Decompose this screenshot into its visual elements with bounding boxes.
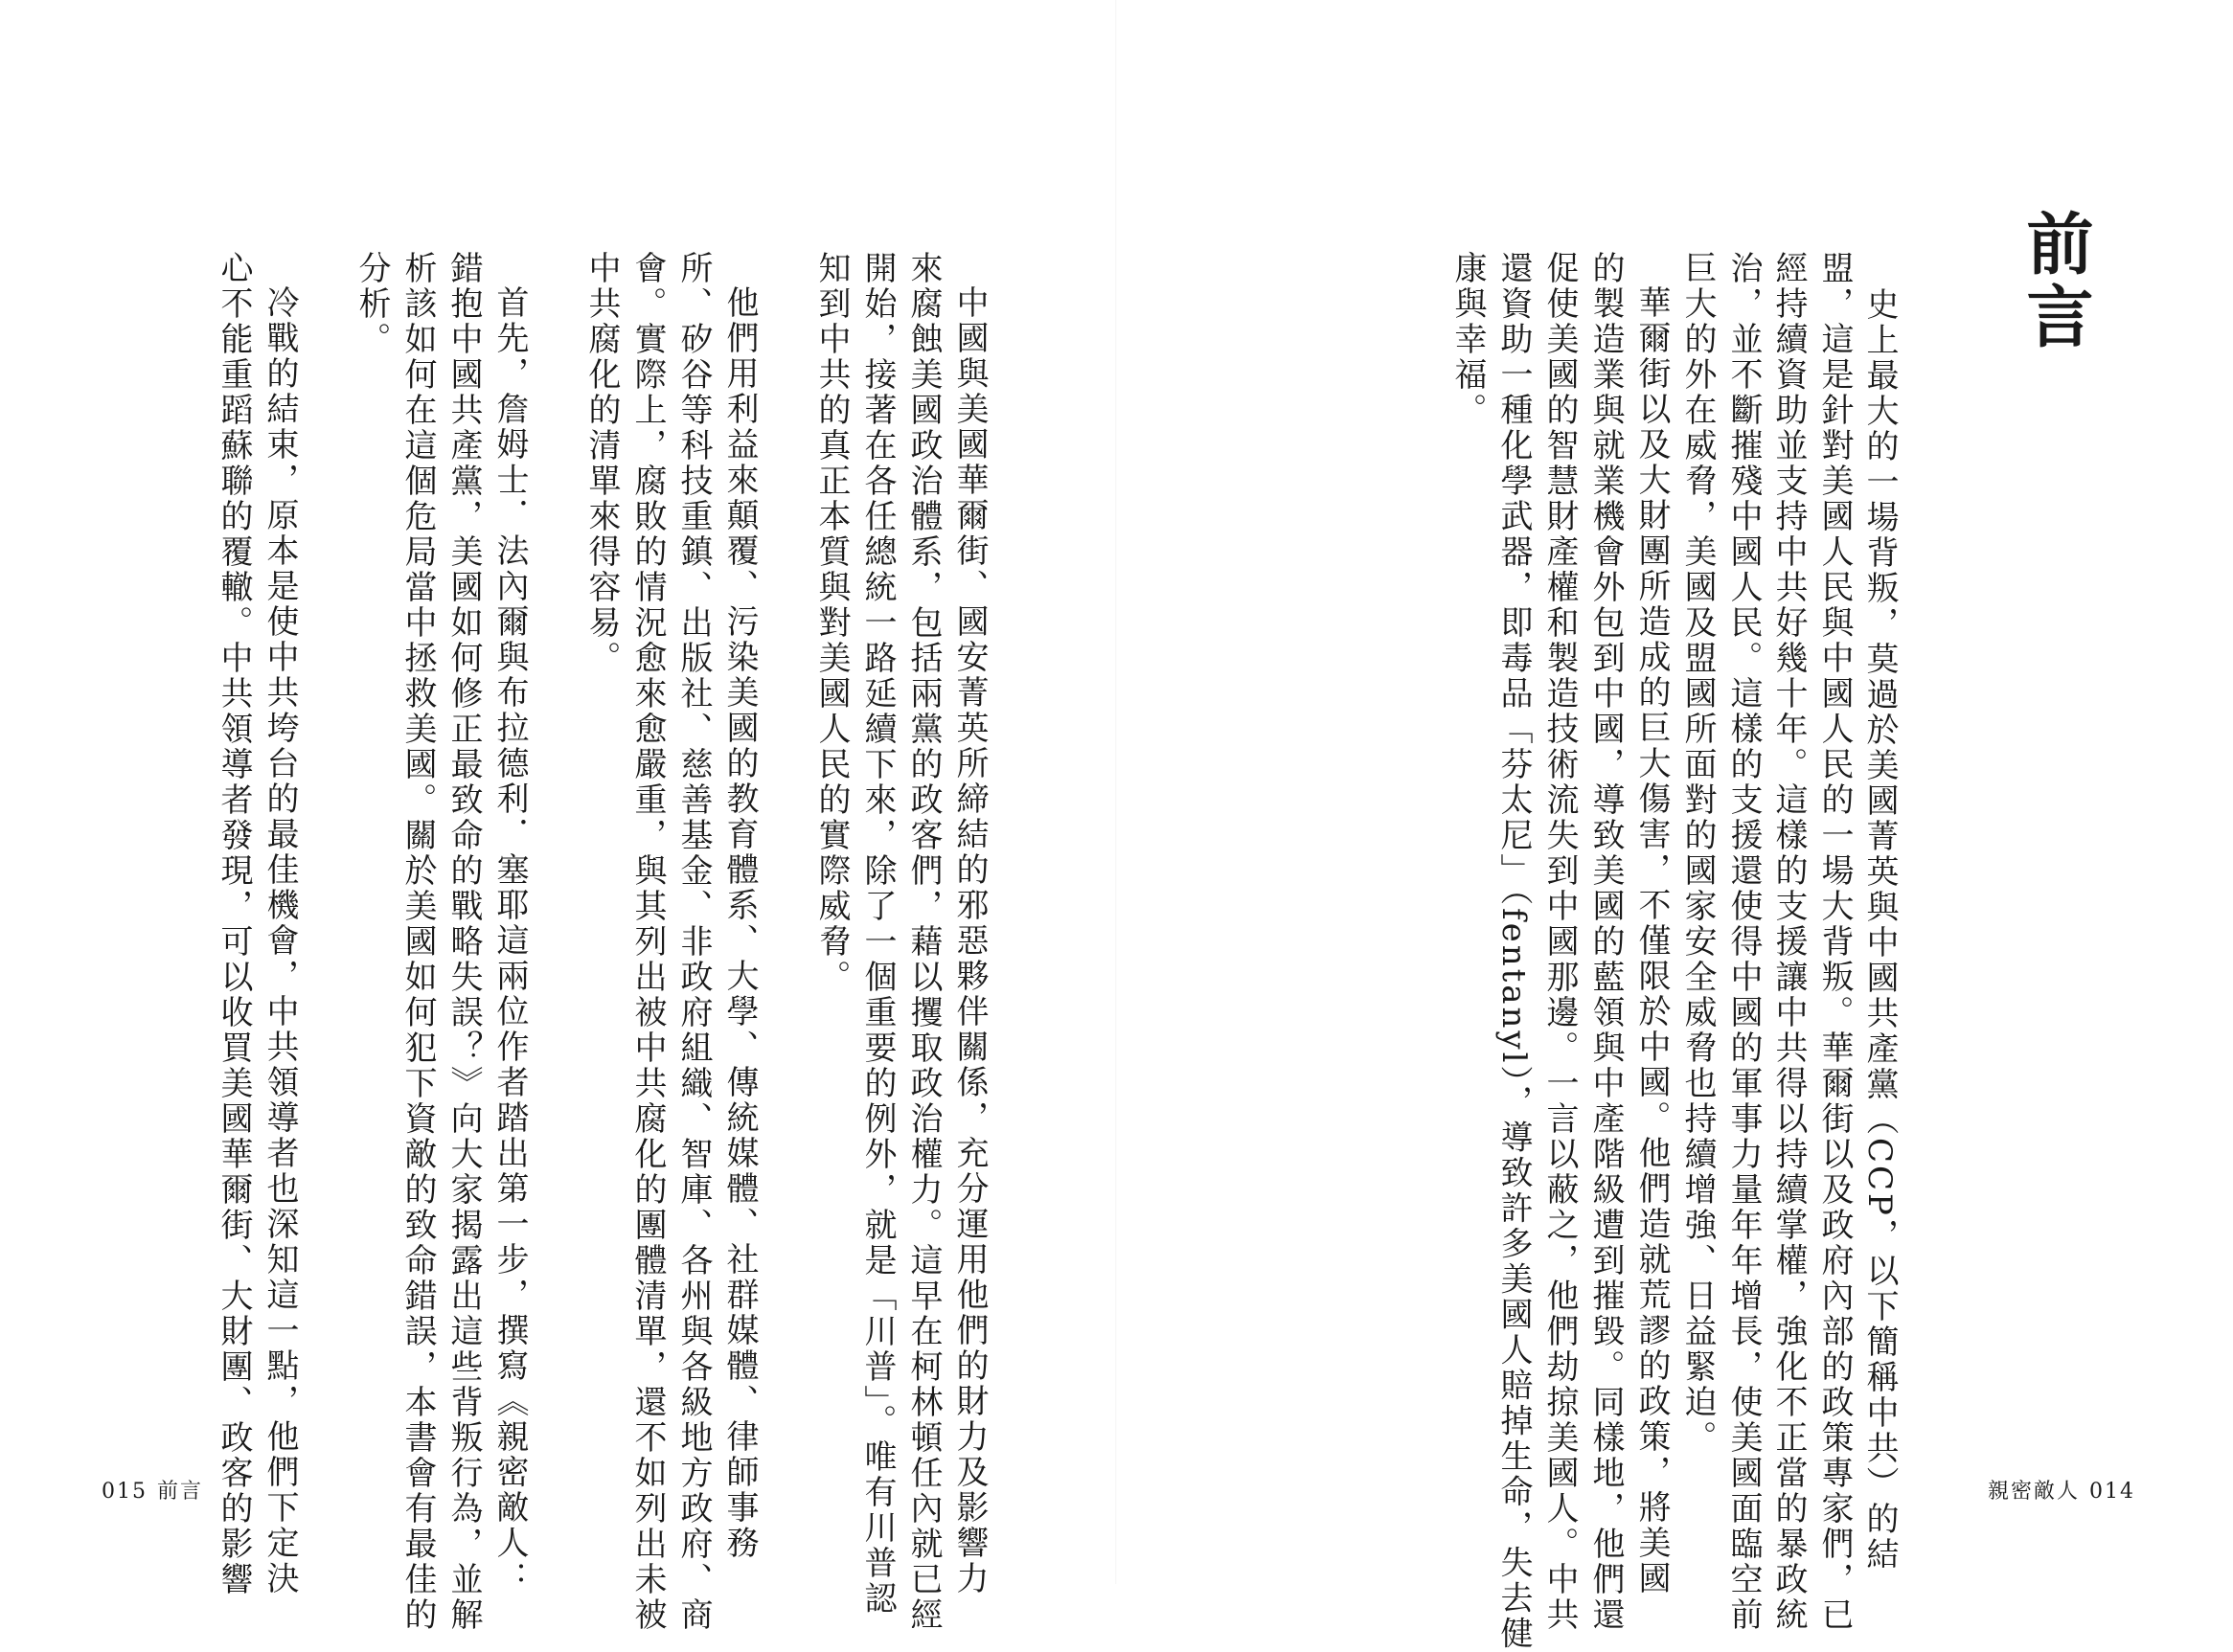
text-column: 中國與美國華爾街、國安菁英所締結的邪惡夥伴關係，充分運用他們的財力及影響力 [950,285,989,1596]
left-page-footer [92,1475,203,1505]
text-column: 來腐蝕美國政治體系，包括兩黨的政客們，藉以攫取政治權力。這早在柯林頓任內就已經 [904,251,943,1633]
text-column: 開始，接著在各任總統一路延續下來，除了一個重要的例外，就是「川普」。唯有川普認 [858,251,897,1617]
text-column: 治，並不斷摧殘中國人民。這樣的支援還使得中國的軍事力量年年增長，使美國面臨空前 [1724,251,1763,1633]
text-column: 史上最大的一場背叛，莫過於美國菁英與中國共產黨（CCP，以下簡稱中共）的結 [1860,287,1899,1573]
text-column: 中共腐化的清單來得容易。 [582,251,621,676]
text-column: 還資助一種化學武器，即毒品「芬太尼」（fentanyl），導致許多美國人賠掉生命，失去健 [1494,251,1533,1652]
text-column: 首先，詹姆士．法內爾與布拉德利．塞耶這兩位作者踏出第一步，撰寫《親密敵人： [490,285,529,1596]
right-page-footer [1988,1475,2145,1505]
page-number: 015 [102,1480,148,1504]
text-column: 析該如何在這個危局當中拯救美國。關於美國如何犯下資敵的致命錯誤，本書會有最佳的 [399,251,437,1633]
running-head-book-title: 親密敵人 [1988,1480,2081,1504]
text-column: 經持續資助並支持中共好幾十年。這樣的支援讓中共得以持續掌權，強化不正當的暴政統 [1769,251,1808,1633]
running-head-section: 前言 [157,1480,204,1504]
page-gutter [1115,0,1117,1584]
text-column: 所、矽谷等科技重鎮、出版社、慈善基金、非政府組織、智庫、各州與各級地方政府、商 [674,251,713,1633]
text-column: 巨大的外在威脅，美國及盟國所面對的國家安全威脅也持續增強、日益緊迫。 [1678,251,1717,1456]
text-column: 盟，這是針對美國人民與中國人民的一場大背叛。華爾街以及政府內部的政策專家們，已 [1815,251,1854,1633]
text-column: 知到中共的真正本質與對美國人民的實際威脅。 [812,251,851,995]
chapter-title: 前言 [2016,209,2095,354]
page-number: 014 [2089,1480,2136,1504]
text-column: 的製造業與就業機會外包到中國，導致美國的藍領與中產階級遭到摧毀。同樣地，他們還 [1586,251,1625,1633]
text-column: 華爾街以及大財團所造成的巨大傷害，不僅限於中國。他們造就荒謬的政策，將美國 [1632,285,1671,1596]
text-column: 錯抱中國共產黨，美國如何修正最致命的戰略失誤？》向大家揭露出這些背叛行為，並解 [444,251,483,1633]
text-column: 促使美國的智慧財產權和製造技術流失到中國那邊。一言以蔽之，他們劫掠美國人。中共 [1540,251,1579,1633]
text-column: 冷戰的結束，原本是使中共垮台的最佳機會，中共領導者也深知這一點，他們下定決 [261,285,299,1596]
text-column: 心不能重蹈蘇聯的覆轍。中共領導者發現，可以收買美國華爾街、大財團、政客的影響 [215,251,253,1597]
text-column: 他們用利益來顛覆、污染美國的教育體系、大學、傳統媒體、社群媒體、律師事務 [720,285,759,1561]
text-column: 康與幸福。 [1448,251,1487,428]
text-column: 會。實際上，腐敗的情況愈來愈嚴重，與其列出被中共腐化的團體清單，還不如列出未被 [628,251,667,1633]
text-column: 分析。 [353,251,391,357]
